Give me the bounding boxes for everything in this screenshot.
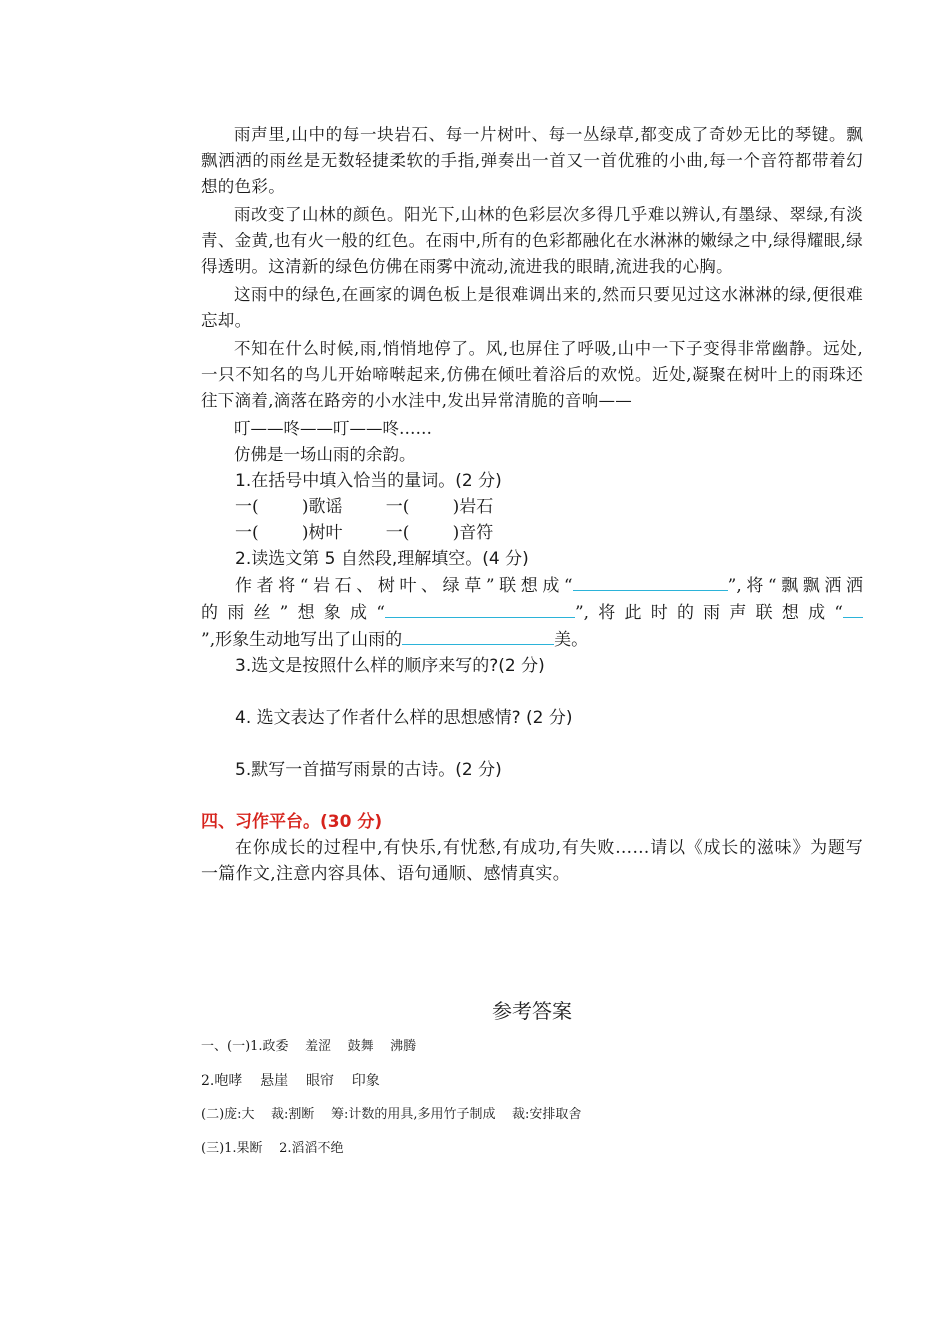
question-2-text-c: 的雨丝”想象成“ <box>201 603 385 623</box>
section-4-heading: 四、习作平台。(30 分) <box>201 812 383 832</box>
question-3: 3.选文是按照什么样的顺序来写的?(2 分) <box>235 656 545 676</box>
passage-paragraph-4: 不知在什么时候,雨,悄悄地停了。风,也屏住了呼吸,山中一下子变得非常幽静。远处,一只不知名的鸟儿开始啼啭起来,仿佛在倾吐着浴后的欢悦。近处,凝聚在树叶上的雨珠还往下滴着,滴落在路旁的小水洼中,发出异常清脆的音响—— <box>201 339 863 410</box>
passage-paragraph-6: 仿佛是一场山雨的余韵。 <box>234 445 416 464</box>
answer-blank-1[interactable] <box>573 572 728 591</box>
passage-paragraph-2: 雨改变了山林的颜色。阳光下,山林的色彩层次多得几乎难以辨认,有墨绿、翠绿,有淡青、金黄,也有火一般的红色。在雨中,所有的色彩都融化在水淋淋的嫩绿之中,绿得耀眼,绿得透明。这清新的绿色仿佛在雨雾中流动,流进我的眼睛,流进我的心胸。 <box>201 205 863 276</box>
answer-blank-2[interactable] <box>385 599 575 618</box>
answer-line-3: (二)庞:大 裁:割断 筹:计数的用具,多用竹子制成 裁:安排取舍 <box>201 1107 582 1122</box>
question-2-text-f: 美。 <box>554 630 589 650</box>
question-1: 1.在括号中填入恰当的量词。(2 分) <box>235 471 502 491</box>
question-2-text-b: ”,将“飘飘洒洒 <box>727 576 863 596</box>
question-2-text-d: ”,将此时的雨声联想成“ <box>574 603 843 623</box>
question-1-row-1: 一( )歌谣 一( )岩石 <box>235 497 494 517</box>
question-2-text-a: 作者将“岩石、树叶、绿草”联想成“ <box>235 576 573 596</box>
question-4-answer-space[interactable] <box>201 731 863 757</box>
section-4-prompt: 在你成长的过程中,有快乐,有忧愁,有成功,有失败……请以《成长的滋味》为题写一篇作文,注意内容具体、语句通顺、感情真实。 <box>201 838 863 884</box>
question-4: 4. 选文表达了作者什么样的思想感情? (2 分) <box>235 708 573 728</box>
question-2-text-e: ”,形象生动地写出了山雨的 <box>201 630 403 650</box>
question-2-fill-line-1 <box>201 572 863 599</box>
questions <box>201 468 863 783</box>
reading-passage <box>201 122 863 468</box>
document-page <box>201 122 863 1174</box>
passage-paragraph-5: 叮——咚——叮——咚…… <box>234 419 432 438</box>
passage-paragraph-1: 雨声里,山中的每一块岩石、每一片树叶、每一丛绿草,都变成了奇妙无比的琴键。飘飘洒洒的雨丝是无数轻捷柔软的手指,弹奏出一首又一首优雅的小曲,每一个音符都带着幻想的色彩。 <box>201 125 863 196</box>
passage-paragraph-3: 这雨中的绿色,在画家的调色板上是很难调出来的,然而只要见过这水淋淋的绿,便很难忘却。 <box>201 285 863 330</box>
question-3-answer-space[interactable] <box>201 679 863 705</box>
question-1-row-2: 一( )树叶 一( )音符 <box>235 523 494 543</box>
answer-line-2: 2.咆哮 悬崖 眼帘 印象 <box>201 1073 380 1089</box>
question-5: 5.默写一首描写雨景的古诗。(2 分) <box>235 760 502 780</box>
answer-blank-3[interactable] <box>843 599 863 618</box>
answer-line-1: 一、(一)1.政委 羞涩 鼓舞 沸腾 <box>201 1039 417 1054</box>
answer-blank-4[interactable] <box>402 626 554 645</box>
question-2: 2.读选文第 5 自然段,理解填空。(4 分) <box>235 549 529 569</box>
question-2-fill-line-2 <box>201 599 863 626</box>
answer-line-4: (三)1.果断 2.滔滔不绝 <box>201 1141 344 1156</box>
question-2-fill-line-3 <box>201 626 863 653</box>
answer-key-title: 参考答案 <box>492 999 572 1023</box>
